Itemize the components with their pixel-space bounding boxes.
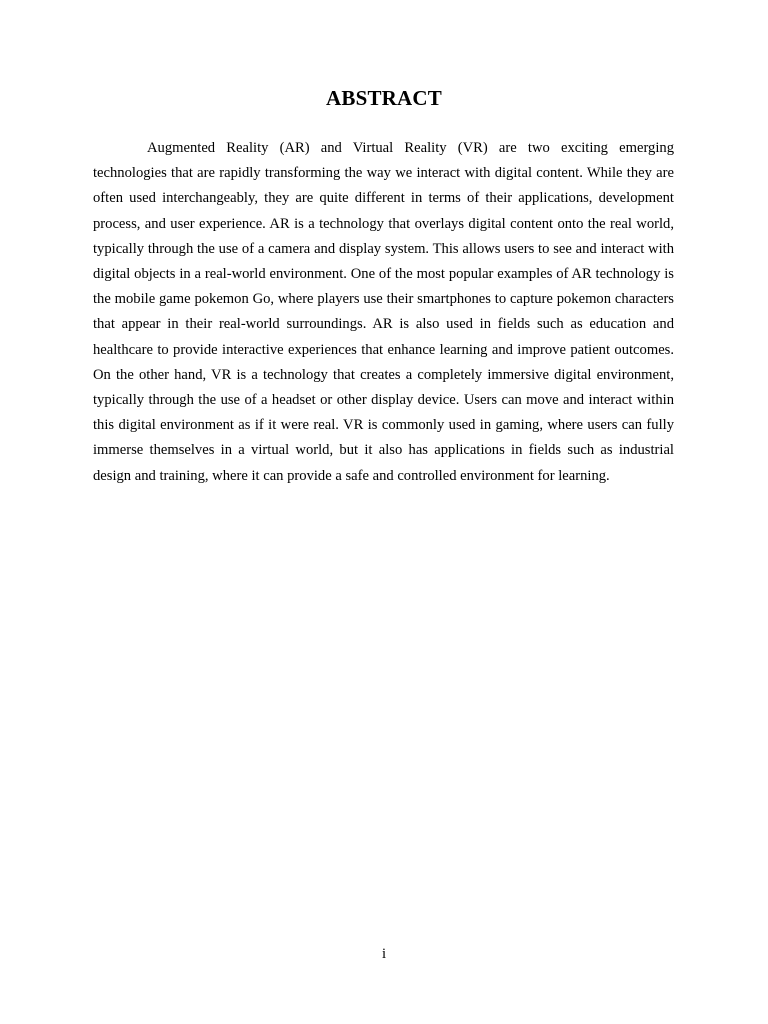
page-title: ABSTRACT (326, 86, 442, 110)
page-number: i (381, 946, 387, 962)
abstract-paragraph: Augmented Reality (AR) and Virtual Reality (VR) are two exciting emerging technologies that are rapidly transforming the way we interact with digital content. While they are often used interchangeably, they are quite different in terms of their applications, development process, and user experience. AR is a technology that overlays digital content onto the real world, typically through the use of a camera and display system. This allows users to see and interact with digital objects in a real-world environment. One of the most popular examples of AR technology is the mobile game pokemon Go, where players use their smartphones to capture pokemon characters that appear in their real-world surroundings. AR is also used in fields such as education and healthcare to provide interactive experiences that enhance learning and improve patient outcomes. On the other hand, VR is a technology that creates a completely immersive digital environment, typically through the use of a headset or other display device. Users can move and interact within this digital environment as if it were real. VR is commonly used in gaming, where users can fully immerse themselves in a virtual world, but it also has applications in fields such as industrial design and training, where it can provide a safe and controlled environment for learning. (93, 140, 674, 484)
